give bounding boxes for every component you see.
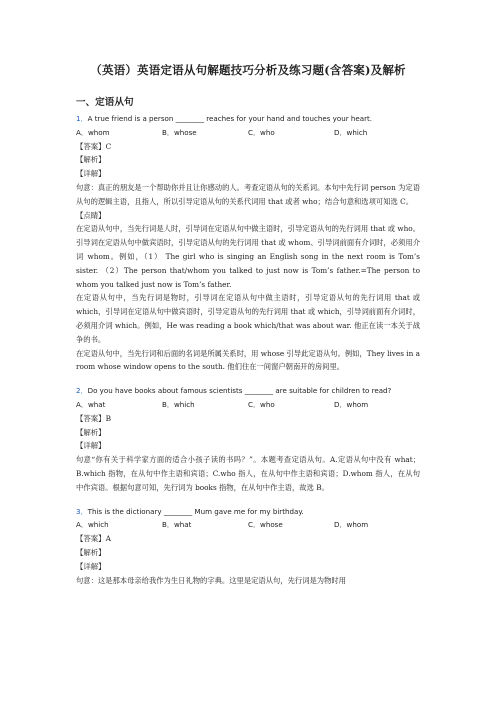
detail-label: 【详解】 — [76, 561, 106, 571]
option-d: D．whom — [334, 399, 369, 409]
option-c: C．whose — [248, 520, 283, 530]
option-c: C．who — [248, 399, 275, 409]
question-3-text: This is the dictionary ________ Mum gave me for my birthday. — [87, 506, 304, 516]
question-1-options — [76, 126, 420, 140]
document-title: （英语）英语定语从句解题技巧分析及练习题(含答案)及解析 — [90, 63, 406, 77]
option-a: A．which — [76, 520, 109, 530]
explanation-paragraph: 句意“你有关于科学家方面的适合小孩子读的书吗？”。本题考查定语从句。A.定语从句中没有 what；B.which 指物，在从句中作主语和宾语；C.who 指人，在从句中作主语和宾语；D.whom 指人，在从句中作宾语。根据句意可知，先行词为 books 指物，在从句中作主语，故选 B。 — [76, 455, 420, 492]
option-a: A．what — [76, 399, 106, 409]
analysis-label: 【解析】 — [76, 427, 106, 437]
question-2-number: 2． — [76, 386, 88, 396]
question-2-text: Do you have books about famous scientists ________ are suitable for children to read? — [87, 386, 392, 396]
question-2-options — [76, 398, 420, 412]
explanation-paragraph: 句意：这是那本母亲给我作为生日礼物的字典。这里是定语从句，先行词是为物时用 — [76, 575, 346, 585]
section-heading: 一、定语从句 — [76, 97, 134, 108]
question-2-stem — [76, 384, 420, 398]
option-b: B．whose — [162, 127, 197, 137]
option-a: A．whom — [76, 127, 110, 137]
option-b: B．which — [162, 399, 195, 409]
explanation-paragraph: 句意：真正的朋友是一个帮助你并且让你感动的人。考查定语从句的关系词。本句中先行词 person 为定语从句的逻辑主语，且指人，所以引导定语从句的关系代词用 that 或者 who；结合句意和选项可知选 C。 — [76, 182, 420, 206]
question-3-number: 3． — [76, 506, 88, 516]
question-3-options — [76, 518, 420, 532]
detail-label: 【详解】 — [76, 169, 106, 179]
answer-label: 【答案】B — [76, 413, 111, 423]
tip-paragraph-person: 在定语从句中，当先行词是人时，引导词在定语从句中做主语时，引导定语从句的先行词用 that 或 who。引导词在定语从句中做宾语时，引导定语从句的先行词用 that 或 whom、引导词前面有介词时，必须用介词 whom。例如，（1） The girl who is singing an English song in the next room is Tom’s sister. （2）The person that/whom you talked to just now is Tom’s father.=The person to whom you talked just now is Tom’s father. — [76, 224, 420, 289]
question-1-text: A true friend is a person ________ reaches for your hand and touches your heart. — [87, 114, 373, 123]
tip-paragraph-whose: 在定语从句中，当先行词和后面的名词是所属关系时，用 whose 引导此定语从句。例如，They lives in a room whose window opens to the south. 他们住在一间窗户朝南开的房间里。 — [76, 348, 420, 372]
question-1-number: 1． — [76, 114, 88, 123]
option-d: D．which — [334, 127, 368, 137]
answer-label: 【答案】A — [76, 534, 111, 544]
option-d: D．whom — [334, 520, 369, 530]
analysis-label: 【解析】 — [76, 155, 106, 165]
question-1-stem — [76, 112, 420, 126]
analysis-label: 【解析】 — [76, 547, 106, 557]
tip-paragraph-thing: 在定语从句中，当先行词是物时，引导词在定语从句中做主语时，引导定语从句的先行词用 that 或 which，引导词在定语从句中做宾语时，引导定语从句的先行词用 that 或 which，引导词前面有介词时，必须用介词 which。例如，He was reading a book which/that was about war. 他正在读一本关于战争的书。 — [76, 293, 420, 344]
option-b: B．what — [162, 520, 192, 530]
answer-label: 【答案】C — [76, 141, 112, 151]
tip-label: 【点睛】 — [76, 210, 106, 220]
detail-label: 【详解】 — [76, 441, 106, 451]
option-c: C．who — [248, 127, 275, 137]
question-3-stem — [76, 505, 420, 519]
